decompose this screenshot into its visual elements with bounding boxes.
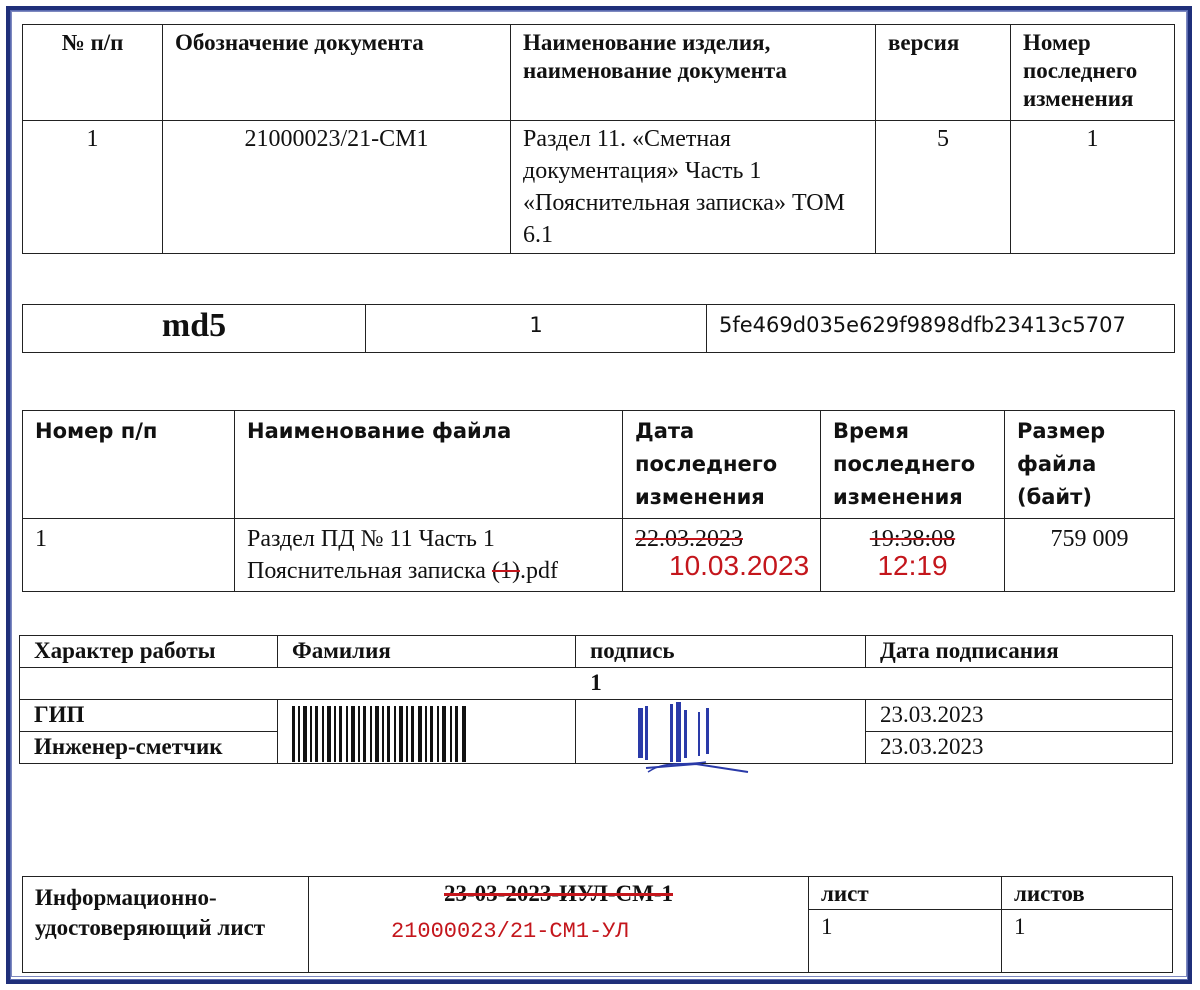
header-name: Наименование изделия, наименование документа — [511, 25, 876, 121]
time-old: 19:38:08 — [869, 526, 956, 552]
header-role: Характер работы — [20, 636, 278, 668]
table-row — [23, 877, 1173, 973]
header-designation: Обозначение документа — [163, 25, 511, 121]
file-name-ext: .pdf — [519, 558, 558, 584]
header-signature: подпись — [576, 636, 866, 668]
signature-cell — [576, 700, 866, 764]
cell-file-time — [821, 519, 1005, 592]
iul-sheet-cell — [809, 877, 1002, 973]
header-file-date: Дата последнего изменения — [623, 411, 821, 519]
barcode-icon — [292, 706, 472, 762]
cell-num: 1 — [23, 121, 163, 254]
header-file-num: Номер п/п — [23, 411, 235, 519]
date-engineer: 23.03.2023 — [866, 732, 1173, 764]
document-table — [22, 24, 1175, 254]
iul-sheets-cell — [1002, 877, 1173, 973]
date-gip: 23.03.2023 — [866, 700, 1173, 732]
surname-barcode — [278, 700, 576, 764]
md5-hash: 5fe469d035e629f9898dfb23413c5707 — [707, 305, 1175, 353]
iul-sheet-label: лист — [809, 881, 1001, 910]
header-num: № п/п — [23, 25, 163, 121]
iul-new-code: 21000023/21-СМ1-УЛ — [391, 919, 629, 944]
iul-label: Информационно-удостоверяющий лист — [23, 877, 309, 973]
iul-sheet-value: 1 — [821, 914, 833, 939]
header-version: версия — [876, 25, 1011, 121]
cell-file-num: 1 — [23, 519, 235, 592]
date-new: 10.03.2023 — [669, 550, 810, 581]
table-row — [23, 305, 1175, 353]
iul-code-cell — [309, 877, 809, 973]
header-file-size: Размер файла (байт) — [1005, 411, 1175, 519]
cell-file-name — [235, 519, 623, 592]
header-file-name: Наименование файла — [235, 411, 623, 519]
md5-number: 1 — [366, 305, 707, 353]
md5-label: md5 — [23, 305, 366, 353]
cell-file-date — [623, 519, 821, 592]
role-engineer: Инженер-сметчик — [20, 732, 278, 764]
iul-table — [22, 876, 1173, 973]
md5-table — [22, 304, 1175, 353]
signature-icon — [636, 702, 756, 780]
cell-last-change: 1 — [1011, 121, 1175, 254]
header-sign-date: Дата подписания — [866, 636, 1173, 668]
header-surname: Фамилия — [278, 636, 576, 668]
file-name-line1: Раздел ПД № 11 Часть 1 — [247, 526, 495, 552]
time-new: 12:19 — [877, 550, 948, 581]
cell-name: Раздел 11. «Сметная документация» Часть 1 «Пояснительная записка» ТОМ 6.1 — [511, 121, 876, 254]
table-row — [23, 519, 1175, 592]
signature-group: 1 — [20, 668, 1173, 700]
files-table — [22, 410, 1175, 592]
table-row — [20, 700, 1173, 732]
table-row — [23, 121, 1175, 254]
iul-sheets-value: 1 — [1014, 914, 1026, 939]
header-file-time: Время последнего изменения — [821, 411, 1005, 519]
role-gip: ГИП — [20, 700, 278, 732]
iul-sheets-label: листов — [1002, 881, 1172, 910]
iul-old-code: 23-03-2023-ИУЛ-СМ-1 — [444, 881, 673, 906]
cell-version: 5 — [876, 121, 1011, 254]
signatures-table — [19, 635, 1173, 764]
cell-file-size: 759 009 — [1005, 519, 1175, 592]
file-name-line2: Пояснительная записка — [247, 558, 492, 584]
date-old: 22.03.2023 — [635, 526, 743, 552]
header-last-change: Номер последнего изменения — [1011, 25, 1175, 121]
file-name-struck: (1) — [491, 558, 520, 584]
cell-designation: 21000023/21-СМ1 — [163, 121, 511, 254]
